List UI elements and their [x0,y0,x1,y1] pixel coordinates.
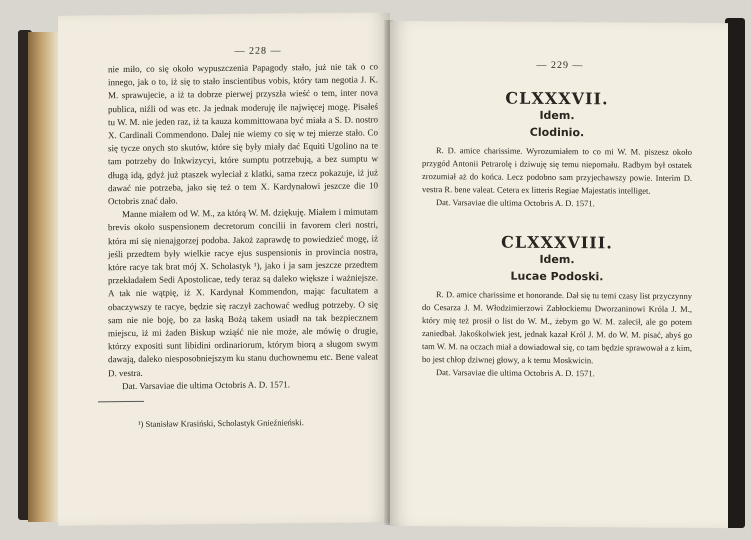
footnote: ¹) Stanisław Krasiński, Scholastyk Gnieźnieński. [138,417,304,429]
page-number: — 228 — [234,45,282,57]
letter-recipient: Lucae Podoski. [510,269,604,284]
letter-number: CLXXXVIII. [501,232,613,253]
letter-number: CLXXXVII. [505,88,609,109]
right-page-text [422,83,692,381]
letter-author: Idem. [539,108,575,123]
letter-author: Idem. [539,252,575,267]
paragraph: Manne miałem od W. M., za którą W. M. dziękuję. Miałem i mimutam brevis około suspensionem decretorum concilii in favorem cleri nostri, która mi się nienajgorzej podoba. Jakoż zaprawdę to powiedzieć mogę, iż jeśli przedtem były wielkie racye ejus suspensionis in provincia nostra, które racye tak brat mój X. Scholastyk ¹), jako i ja sam jeszcze przedtem przekładałem Sedi Apostolicae, tedy teraz są daleko większe i ważniejsze. A tak nie wątpię, iż X. Kardynał Kommendon, mając facultatem a obaczywszy te racye, będzie się raczył zachować według potrzeby. O się sam nie nie boję, bo za łaską Bożą takem usiadł na tak bezpiecznem miejscu, iż mi żaden Biskup wziąść nie nie może, ale mówię o drugie, którzy expositi sunt libidini ordinariorum, którym biorą a sługom swym dawają, daleko niesposobniejszym ku stanu duchownemu etc. Bene valeat D. vestra. [108,206,378,378]
letter-recipient: Clodinio. [529,125,585,140]
footnote-divider [98,401,144,402]
letter-date: Dat. Varsaviae die ultima Octobris A. D. 1571. [122,379,291,391]
letter-body: R. D. amice charissime et honorande. Dał się tu temi czasy list przyczynny do Cesarza J. M. Włodzimierzowi Zabłockiemu Dworzaninowi Króla J. M., który mię też prosił o list do W. M., żebym go W. M. zalecił, ale go potem zaniedbał. Jakośkolwiek jest, jednak kazał Król J. M. do W. M. pisać, abyś go tam W. M. na oczach miał a dowiadował się, co tam będzie sprawował a z kim, bo jest chłop dziwnej głowy, a k temu Moskwicin. [422,289,692,366]
letter-date: Dat. Varsaviae die ultima Octobris A. D. 1571. [436,197,595,209]
book-cover-right [725,18,745,528]
letter-date: Dat. Varsaviae die ultima Octobris A. D. 1571. [436,367,595,379]
left-page-text [108,60,378,393]
page-number: — 229 — [536,59,584,72]
letter-body: R. D. amice charissime. Wyrozumiałem to co mi W. M. piszesz około przygód Antonii Petrarolę i dziwuję się temu niepomału. Radbym był ostatek zrozumiał aż do końca. Lecz podobno sam przyjechawszy powie. Interim D. vestra R. bene valeat. Cetera ex litteris Regiae Majestatis intelliget. [422,145,692,196]
left-page [58,12,390,525]
paragraph: nie miło, co się około wypuszczenia Papagody stało, już nie tak o co innego, jak o to, iż się to stało inscientibus vobis, który tam negotia J. K. M. sprawujecie, a iż ta dobrze pierwej przyszła wieść o tem, inter nova publica, niźli od was etc. Ja jednak moderuję ile najwięcej mogę. Pisałeś tu W. M. nie jeden raz, iż ta kauza kommittowana być miała a S. D. nostro X. Cardinali Commendono. Dalej nie wiemy co się w tej mierze stało. Co się tycze onych sto skutów, które się były miały dać Equiti Ugolino na te tam potrzeby do Inkwizycyi, które sumptu potrzebują, a bez sumptu w długą idą, gdyż już ptaszek wyleciał z klatki, sama rzecz pokazuje, iż już dawać nie potrzeba, jako się też o tem X. Kardynałowi jeszcze die 10 Octobris znać dało. [108,61,378,207]
right-page [390,21,728,528]
